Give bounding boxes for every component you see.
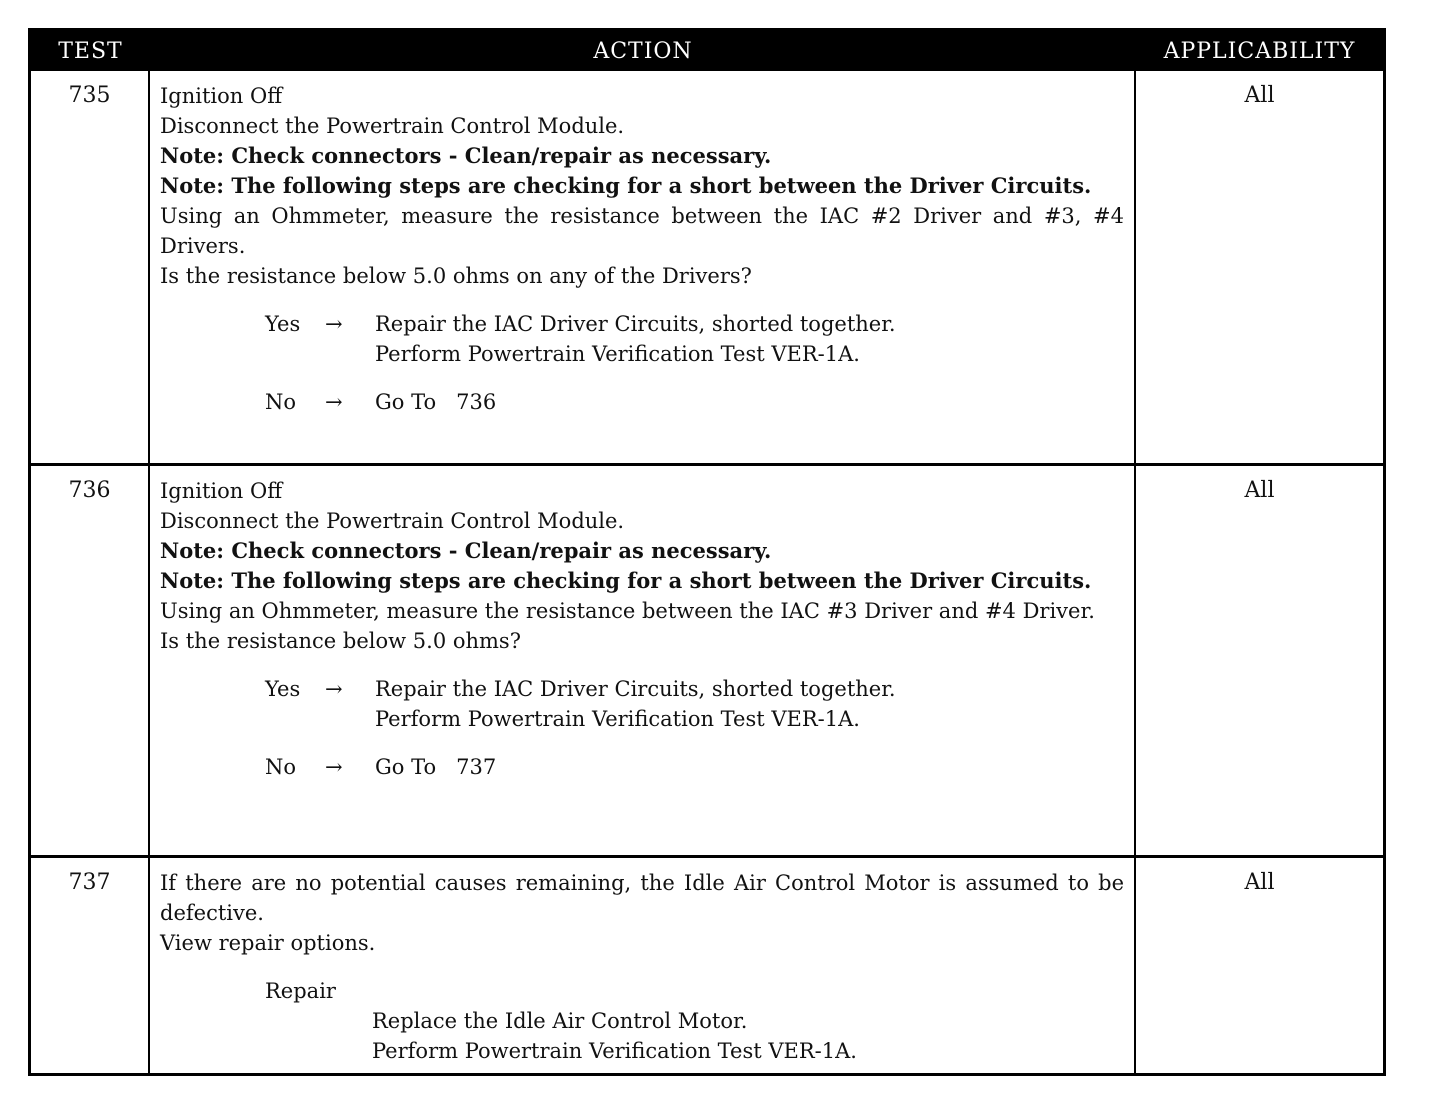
- applicability-value: All: [1244, 83, 1275, 108]
- yes-branch: [160, 674, 1124, 734]
- action-view: View repair options.: [160, 931, 376, 955]
- action-line: Ignition Off: [160, 84, 283, 108]
- test-number: 735: [31, 71, 150, 463]
- no-branch: [160, 387, 1124, 417]
- action-note: Note: Check connectors - Clean/repair as necessary.: [160, 143, 772, 168]
- yes-text: Repair the IAC Driver Circuits, shorted together.: [375, 312, 896, 336]
- header-action: ACTION: [593, 38, 693, 64]
- action-note: Note: The following steps are checking for a short between the Driver Circuits.: [160, 173, 1092, 198]
- action-cell: [150, 466, 1136, 855]
- table-header: [31, 31, 1383, 71]
- no-label: No: [265, 390, 297, 414]
- applicability-value: All: [1244, 870, 1275, 895]
- arrow-right-icon: →: [325, 312, 343, 336]
- no-branch: [160, 752, 1124, 782]
- applicability-value: All: [1244, 478, 1275, 503]
- arrow-right-icon: →: [325, 677, 343, 701]
- test-number: 736: [31, 466, 150, 855]
- repair-step: Replace the Idle Air Control Motor.: [372, 1009, 748, 1033]
- header-applicability: APPLICABILITY: [1163, 38, 1356, 64]
- action-note: Note: Check connectors - Clean/repair as necessary.: [160, 538, 772, 563]
- arrow-right-icon: →: [325, 390, 343, 414]
- repair-label: Repair: [265, 979, 336, 1003]
- yes-text: Perform Powertrain Verification Test VER-1A.: [375, 707, 860, 731]
- no-text: Go To 737: [375, 755, 497, 779]
- action-question: Is the resistance below 5.0 ohms?: [160, 629, 521, 653]
- yes-text: Perform Powertrain Verification Test VER-1A.: [375, 342, 860, 366]
- action-text: If there are no potential causes remaining, the Idle Air Control Motor is assumed to be defective.: [160, 871, 1124, 925]
- test-number: 737: [31, 858, 150, 1073]
- action-line: Disconnect the Powertrain Control Module.: [160, 114, 625, 138]
- action-note: Note: The following steps are checking for a short between the Driver Circuits.: [160, 568, 1092, 593]
- arrow-right-icon: →: [325, 755, 343, 779]
- yes-label: Yes: [265, 312, 301, 336]
- action-question: Is the resistance below 5.0 ohms on any of the Drivers?: [160, 264, 752, 288]
- yes-branch: [160, 309, 1124, 369]
- no-text: Go To 736: [375, 390, 497, 414]
- action-line: Ignition Off: [160, 479, 283, 503]
- header-test: TEST: [58, 38, 123, 64]
- repair-step: Perform Powertrain Verification Test VER-1A.: [372, 1039, 857, 1063]
- action-instruction: Using an Ohmmeter, measure the resistance between the IAC #2 Driver and #3, #4 Drivers.: [160, 204, 1124, 258]
- table-row: [31, 463, 1383, 855]
- table-row: [31, 71, 1383, 463]
- yes-label: Yes: [265, 677, 301, 701]
- action-cell: [150, 71, 1136, 463]
- no-label: No: [265, 755, 297, 779]
- action-line: Disconnect the Powertrain Control Module.: [160, 509, 625, 533]
- diagnostic-table: [28, 28, 1386, 1076]
- yes-text: Repair the IAC Driver Circuits, shorted together.: [375, 677, 896, 701]
- action-instruction: Using an Ohmmeter, measure the resistance between the IAC #3 Driver and #4 Driver.: [160, 599, 1095, 623]
- action-cell: [150, 858, 1136, 1073]
- table-row: [31, 855, 1383, 1073]
